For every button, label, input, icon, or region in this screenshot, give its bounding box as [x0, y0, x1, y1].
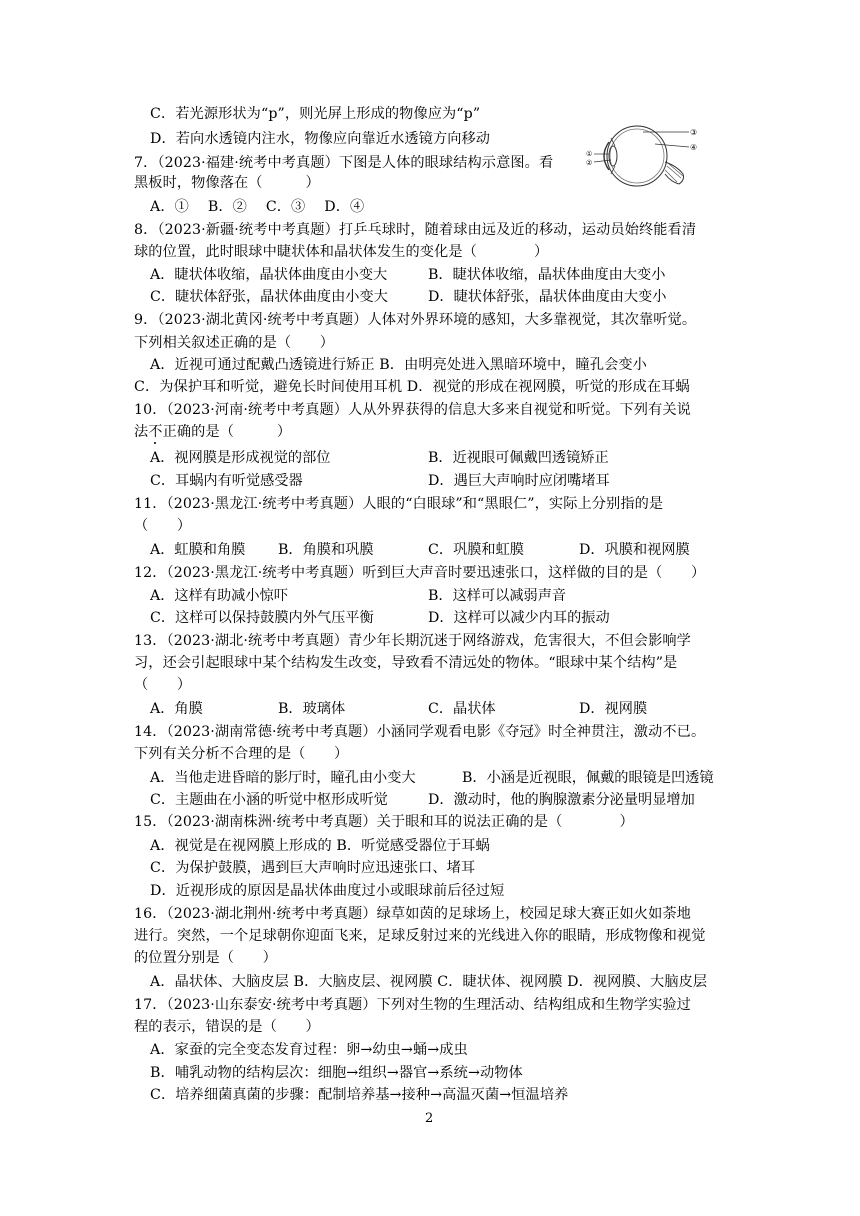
emphasis-dot: 不: [148, 424, 163, 440]
q8-options-row-1: [150, 265, 710, 285]
q10-option-b: B．近视眼可佩戴凹透镜矫正: [428, 450, 609, 466]
q10-option-a: A．视网膜是形成视觉的部位: [150, 450, 331, 466]
q10-options-row-1: [150, 448, 710, 468]
diagram-label-1: ①: [586, 150, 593, 158]
eyeball-diagram: [585, 118, 715, 190]
q7-stem-1: 7．（2023·福建·统考中考真题）下图是人体的眼球结构示意图。看: [134, 155, 554, 171]
q12-option-a: A．这样有助减小惊吓: [150, 588, 288, 604]
q8-stem-1: 8．（2023·新疆·统考中考真题）打乒乓球时，随着球由远及近的移动，运动员始终能看清: [134, 222, 697, 238]
q13-option-b: B．玻璃体: [278, 701, 346, 717]
q13-stem-1: 13．（2023·湖北·统考中考真题）青少年长期沉迷于网络游戏，危害很大，不但会影响学: [134, 633, 691, 649]
q12-option-c: C．这样可以保持鼓膜内外气压平衡: [150, 610, 374, 626]
q11-option-c: C．巩膜和虹膜: [428, 542, 524, 558]
q10-option-d: D．遇巨大声响时应闭嘴堵耳: [428, 473, 610, 489]
diagram-label-3: ③: [690, 128, 698, 137]
q10-option-c: C．耳蜗内有听觉感受器: [150, 473, 303, 489]
q14-option-a: A．当他走进昏暗的影厅时，瞳孔由小变大: [150, 770, 416, 786]
q13-option-c: C．晶状体: [428, 701, 496, 717]
q14-stem-1: 14．（2023·湖南常德·统考中考真题）小涵同学观看电影《夺冠》时全神贯注，激动不已。: [134, 724, 706, 740]
q15-option-d: D．近视形成的原因是晶状体曲度过小或眼球前后径过短: [150, 883, 505, 899]
q9-options-row-2: C．为保护耳和听觉，避免长时间使用耳机 D．视觉的形成在视网膜，听觉的形成在耳蜗: [134, 379, 690, 395]
q8-option-c: C．睫状体舒张，晶状体曲度由小变大: [150, 289, 388, 305]
q8-stem-2: 球的位置，此时眼球中睫状体和晶状体发生的变化是（ ）: [134, 244, 549, 260]
q15-option-c: C．为保护鼓膜，遇到巨大声响时应迅速张口、堵耳: [150, 860, 476, 876]
q12-option-b: B．这样可以减弱声音: [428, 588, 567, 604]
q12-stem-1: 12．（2023·黑龙江·统考中考真题）听到巨大声音时要迅速张口，这样做的目的是（ ）: [134, 565, 706, 581]
q11-stem-2: （ ）: [134, 518, 192, 534]
q12-option-d: D．这样可以减少内耳的振动: [428, 610, 610, 626]
q16-options: A．晶状体、大脑皮层 B．大脑皮层、视网膜 C．睫状体、视网膜 D．视网膜、大脑皮层: [150, 974, 708, 990]
q7-options: A．① B．② C．③ D．④: [150, 199, 365, 215]
q14-options-row-1: [150, 768, 730, 788]
q13-stem-2: 习，还会引起眼球中某个结构发生改变，导致看不清远处的物体。“眼球中某个结构”是: [134, 655, 678, 671]
q14-option-b: B．小涵是近视眼，佩戴的眼镜是凹透镜: [462, 770, 714, 786]
q6-option-c: C．若光源形状为“p”，则光屏上形成的物像应为“p”: [150, 106, 481, 122]
q15-stem-1: 15．（2023·湖南株洲·统考中考真题）关于眼和耳的说法正确的是（ ）: [134, 814, 634, 830]
q11-stem-1: 11．（2023·黑龙江·统考中考真题）人眼的“白眼球”和“黑眼仁”，实际上分别指的是: [134, 496, 664, 512]
q14-options-row-2: [150, 790, 730, 810]
q10-stem-1: 10．（2023·河南·统考中考真题）人从外界获得的信息大多来自视觉和听觉。下列有关说: [134, 402, 691, 418]
q8-option-b: B．睫状体收缩，晶状体曲度由大变小: [428, 267, 666, 283]
q11-options: [150, 540, 710, 560]
q12-options-row-2: [150, 608, 710, 628]
q8-options-row-2: [150, 287, 710, 307]
q17-stem-2: 程的表示，错误的是（ ）: [134, 1019, 320, 1035]
q15-options-row-1: A．视觉是在视网膜上形成的 B．听觉感受器位于耳蜗: [150, 838, 490, 854]
q11-option-d: D．巩膜和视网膜: [579, 542, 690, 558]
q12-options-row-1: [150, 586, 710, 606]
diagram-label-2: ②: [586, 159, 593, 167]
q6-option-d: D．若向水透镜内注水，物像应向靠近水透镜方向移动: [150, 131, 491, 147]
q17-option-b: B．哺乳动物的结构层次：细胞→组织→器官→系统→动物体: [150, 1065, 523, 1081]
q16-stem-3: 的位置分别是（ ）: [134, 950, 277, 966]
q17-option-c: C．培养细菌真菌的步骤：配制培养基→接种→高温灭菌→恒温培养: [150, 1087, 569, 1103]
q14-stem-2: 下列有关分析不合理的是（ ）: [134, 746, 349, 762]
q17-stem-1: 17．（2023·山东泰安·统考中考真题）下列对生物的生理活动、结构组成和生物学实验过: [134, 997, 691, 1013]
q10-stem-2: 法不正确的是（ ）: [134, 424, 292, 440]
q13-option-d: D．视网膜: [579, 701, 648, 717]
q8-option-d: D．睫状体舒张，晶状体曲度由大变小: [428, 289, 667, 305]
q14-option-c: C．主题曲在小涵的听觉中枢形成听觉: [150, 792, 388, 808]
q8-option-a: A．睫状体收缩，晶状体曲度由小变大: [150, 267, 388, 283]
q13-option-a: A．角膜: [150, 701, 203, 717]
q14-option-d: D．激动时，他的胸腺激素分泌量明显增加: [428, 792, 695, 808]
q7-stem-2: 黑板时，物像落在（ ）: [134, 175, 320, 191]
q13-stem-3: （ ）: [134, 677, 192, 693]
q11-option-a: A．虹膜和角膜: [150, 542, 246, 558]
q9-stem-1: 9．（2023·湖北黄冈·统考中考真题）人体对外界环境的感知，大多靠视觉，其次靠听觉。: [134, 312, 697, 328]
q16-stem-2: 进行。突然，一个足球朝你迎面飞来，足球反射过来的光线进入你的眼睛，形成物像和视觉: [134, 928, 706, 944]
q11-option-b: B．角膜和巩膜: [278, 542, 374, 558]
page-number: 2: [425, 1111, 434, 1126]
q17-option-a: A．家蚕的完全变态发育过程：卵→幼虫→蛹→成虫: [150, 1042, 468, 1058]
q13-options: [150, 699, 710, 719]
q9-stem-2: 下列相关叙述正确的是（ ）: [134, 335, 335, 351]
q9-options-row-1: A．近视可通过配戴凸透镜进行矫正 B．由明亮处进入黑暗环境中，瞳孔会变小: [150, 357, 647, 373]
q10-options-row-2: [150, 471, 710, 491]
q16-stem-1: 16．（2023·湖北荆州·统考中考真题）绿草如茵的足球场上，校园足球大赛正如火如荼地: [134, 906, 691, 922]
diagram-label-4: ④: [690, 143, 698, 152]
